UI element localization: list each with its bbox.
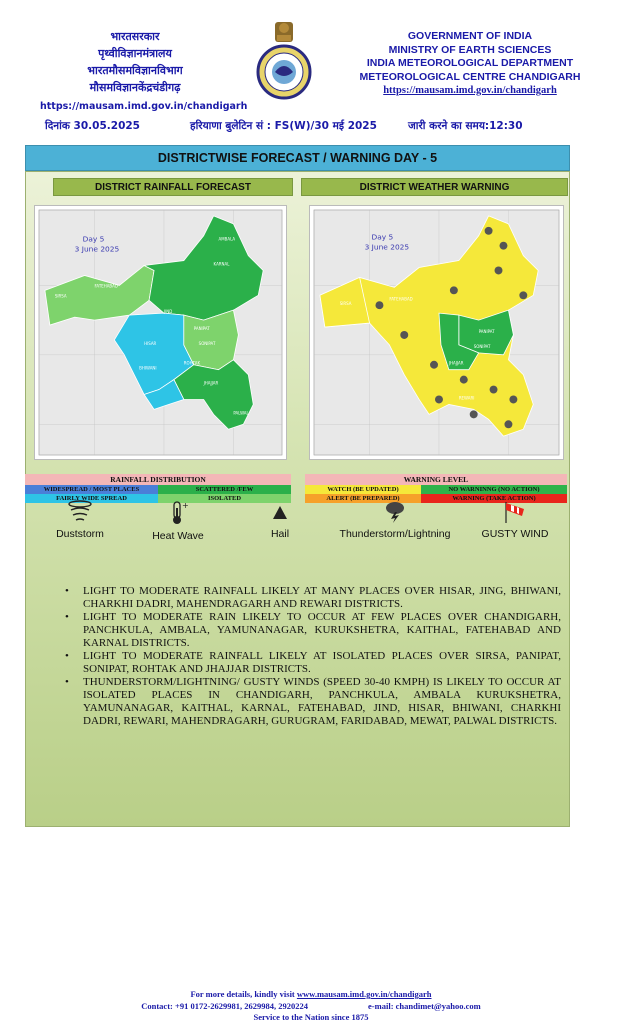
legend-alert: ALERT (BE PREPARED) (305, 494, 421, 503)
hail-icon (272, 500, 288, 524)
svg-text:SIRSA: SIRSA (54, 293, 67, 299)
svg-text:SONIPAT: SONIPAT (473, 343, 491, 349)
svg-text:JHAJJAR: JHAJJAR (203, 380, 219, 386)
forecast-bullet: • LIGHT TO MODERATE RAIN LIKELY TO OCCUR AT FEW PLACES OVER CHANDIGARH, PANCHKULA, AMBALA, YAMUNANAGAR, KURUKSHETRA, KAITHAL, FATEHABAD AND KARNAL DISTRICTS. (63, 611, 561, 650)
duststorm-label: Duststorm (56, 528, 104, 540)
svg-text:JHAJJAR: JHAJJAR (448, 360, 464, 366)
windsock-icon (502, 500, 528, 524)
forecast-banner: DISTRICTWISE FORECAST / WARNING DAY - 5 (25, 145, 570, 171)
svg-text:KARNAL: KARNAL (213, 261, 230, 267)
bulletin-number: हरियाणा बुलेटिन सं : FS(W)/30 मई 2025 (190, 120, 377, 132)
svg-text:REWARI: REWARI (458, 395, 475, 401)
footer-website-link[interactable]: www.mausam.imd.gov.in/chandigarh (296, 989, 432, 999)
warning-legend-title: WARNING LEVEL (305, 474, 567, 485)
thunderstorm-legend (335, 500, 455, 540)
issue-time: जारी करने का समय:12:30 (408, 120, 523, 132)
hindi-line: मौसमविज्ञानकेंद्रचंडीगढ़ (89, 81, 181, 94)
hindi-url-link[interactable]: https://mausam.imd.gov.in/chandigarh (40, 101, 248, 112)
svg-text:FATEHABAD: FATEHABAD (389, 296, 413, 302)
gusty-wind-label: GUSTY WIND (481, 528, 549, 540)
legend-watch: WATCH (BE UPDATED) (305, 485, 421, 494)
heatwave-legend (145, 500, 211, 542)
forecast-bullet: • LIGHT TO MODERATE RAINFALL LIKELY AT MANY PLACES OVER HISAR, JING, BHIWANI, CHARKHI DADRI, MAHENDRAGARH AND REWARI DISTRICTS. (63, 585, 561, 611)
hindi-line: पृथ्वीविज्ञानमंत्रालय (98, 47, 172, 60)
svg-text:ROHTAK: ROHTAK (183, 360, 201, 366)
heatwave-label: Heat Wave (152, 530, 204, 542)
english-line: METEOROLOGICAL CENTRE CHANDIGARH (359, 70, 581, 83)
svg-text:BHIWANI: BHIWANI (139, 365, 157, 371)
svg-text:FATEHABAD: FATEHABAD (94, 283, 118, 289)
svg-text:SIRSA: SIRSA (339, 301, 352, 307)
warning-map-heading: DISTRICT WEATHER WARNING (301, 178, 568, 196)
imd-emblem-icon (253, 20, 315, 100)
warning-map-date: 3 June 2025 (364, 242, 410, 252)
weather-icons-row (25, 500, 570, 550)
hindi-line: भारतसरकार (110, 30, 160, 43)
thunderstorm-icon (383, 500, 407, 524)
rainfall-map-heading: DISTRICT RAINFALL FORECAST (53, 178, 293, 196)
legend-widespread: WIDESPREAD / MOST PLACES (25, 485, 158, 494)
warning-map-day: Day 5 (371, 232, 394, 242)
svg-text:HISAR: HISAR (144, 340, 157, 346)
legend-fairly-wide: FAIRLY WIDE SPREAD (25, 494, 158, 503)
forecast-bullet-list (63, 585, 561, 728)
legend-no-warning: NO WARNINNG (NO ACTION) (421, 485, 567, 494)
footer-visit-text: For more details, kindly visit (190, 989, 295, 999)
duststorm-legend (50, 500, 110, 540)
legend-isolated: ISOLATED (158, 494, 291, 503)
hindi-header (30, 28, 248, 115)
rainfall-legend-title: RAINFALL DISTRIBUTION (25, 474, 291, 485)
legend-warning: WARNING (TAKE ACTION) (421, 494, 567, 503)
bulletin-date: दिनांक 30.05.2025 (45, 120, 140, 132)
english-line: INDIA METEOROLOGICAL DEPARTMENT (366, 57, 574, 69)
duststorm-icon (67, 500, 93, 524)
english-url-link[interactable]: https://mausam.imd.gov.in/chandigarh (383, 85, 557, 96)
forecast-bullet: • LIGHT TO MODERATE RAINFALL LIKELY AT ISOLATED PLACES OVER SIRSA, PANIPAT, SONIPAT, ROHTAK AND JHAJJAR DISTRICTS. (63, 650, 561, 676)
legend-scattered: SCATTERED /FEW (158, 485, 291, 494)
footer-email[interactable]: e-mail: chandimet@yahoo.com (368, 1000, 481, 1011)
svg-text:PANIPAT: PANIPAT (193, 326, 210, 332)
svg-text:PANIPAT: PANIPAT (478, 328, 495, 334)
footer-tagline: Service to the Nation since 1875 (253, 1012, 369, 1022)
english-line: GOVERNMENT OF INDIA (407, 30, 533, 42)
rainfall-forecast-map (34, 205, 287, 460)
svg-text:JIND: JIND (163, 309, 173, 315)
svg-text:SONIPAT: SONIPAT (198, 340, 216, 346)
svg-text:AMBALA: AMBALA (218, 236, 236, 242)
svg-text:PALWAL: PALWAL (233, 410, 249, 416)
rainfall-map-day: Day 5 (82, 234, 105, 244)
hail-legend (265, 500, 295, 540)
weather-warning-map (309, 205, 564, 460)
thunderstorm-label: Thunderstorm/Lightning (339, 528, 451, 540)
gusty-wind-legend (475, 500, 555, 540)
svg-text:+: + (182, 501, 189, 510)
english-line: MINISTRY OF EARTH SCIENCES (388, 43, 552, 56)
rainfall-map-date: 3 June 2025 (74, 244, 120, 254)
hail-label: Hail (270, 528, 290, 540)
forecast-bullet: • THUNDERSTORM/LIGHTNING/ GUSTY WINDS (SPEED 30-40 KMPH) IS LIKELY TO OCCUR AT ISOLATED PLACES IN CHANDIGARH, PANCHKULA, AMBALA KURUKSHETRA, YAMUNANAGAR, KAITHAL, KARNAL, FATEHABAD, JIND, HISAR, BHIWANI, CHARKHI DADRI, REWARI, MAHENDRAGARH, GURUGRAM, FARIDABAD, MEWAT, PALWAL DISTRICTS. (63, 676, 561, 728)
footer-contact: Contact: +91 0172-2629981, 2629984, 2920224 (141, 1000, 309, 1011)
rainfall-map-graphic (35, 206, 286, 459)
english-header (355, 30, 585, 98)
warning-map-graphic (310, 206, 563, 459)
page-footer (0, 989, 622, 1024)
thermometer-icon (167, 500, 189, 526)
hindi-line: भारतमौसमविज्ञानविभाग (87, 64, 183, 77)
